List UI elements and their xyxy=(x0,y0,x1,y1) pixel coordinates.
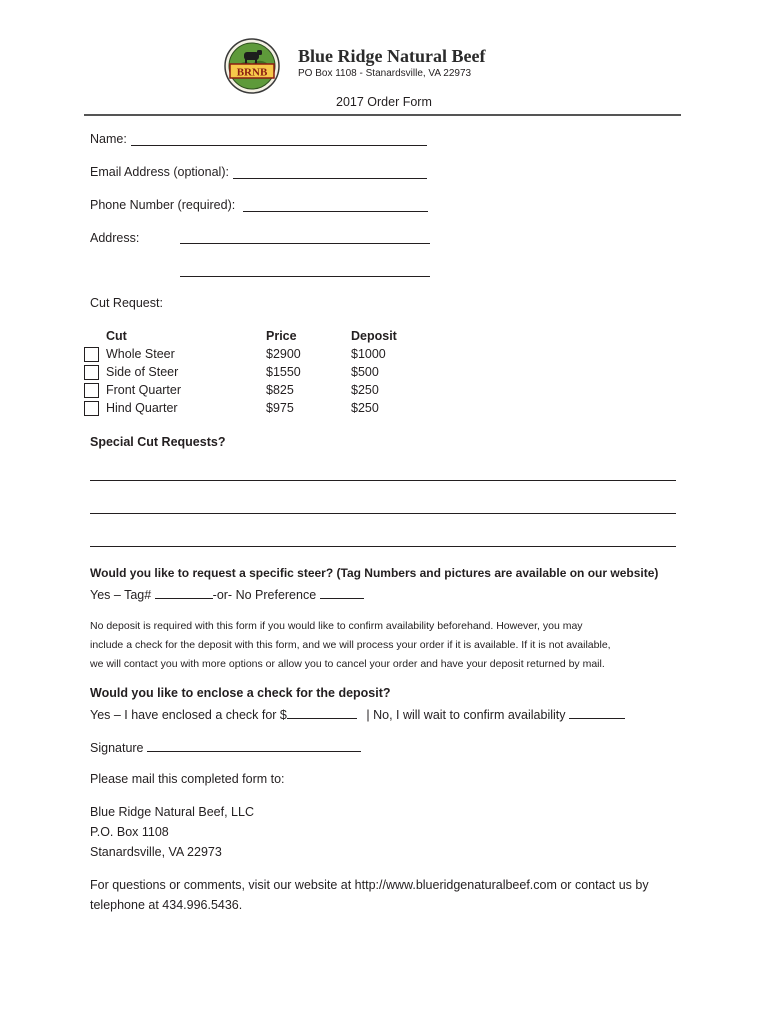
confirm-availability-field[interactable] xyxy=(569,706,625,719)
cut-row-front-quarter xyxy=(84,381,431,399)
special-cut-line-3[interactable] xyxy=(90,546,676,547)
check-amount-field[interactable] xyxy=(287,706,357,719)
contact-line-1: For questions or comments, visit our website at http://www.blueridgenaturalbeef.com or contact us by xyxy=(90,878,649,892)
tag-number-field[interactable] xyxy=(155,586,213,599)
cut-column-header: Cut xyxy=(106,329,127,343)
cut-price: $2900 xyxy=(266,347,301,361)
cut-row-side-of-steer xyxy=(84,363,431,381)
cut-name: Front Quarter xyxy=(106,383,182,397)
steer-yes-text: Yes – Tag# xyxy=(90,588,152,602)
brand-address: PO Box 1108 - Stanardsville, VA 22973 xyxy=(298,68,472,79)
special-cut-label: Special Cut Requests? xyxy=(90,435,226,449)
brnb-logo xyxy=(224,38,280,94)
steer-no-preference-text: -or- No Preference xyxy=(212,588,317,602)
cut-price: $1550 xyxy=(266,365,301,379)
contact-line-2: telephone at 434.996.5436. xyxy=(90,898,243,912)
cut-request-label: Cut Request: xyxy=(90,296,163,310)
signature-field[interactable] xyxy=(147,739,361,752)
address-field-line-1[interactable] xyxy=(180,243,430,244)
whole-steer-checkbox[interactable] xyxy=(84,347,99,362)
phone-label: Phone Number (required): xyxy=(90,198,236,212)
mail-address-line-3: Stanardsville, VA 22973 xyxy=(90,845,222,859)
phone-field[interactable] xyxy=(243,211,428,212)
cut-deposit: $500 xyxy=(351,365,379,379)
email-label: Email Address (optional): xyxy=(90,165,229,179)
hind-quarter-checkbox[interactable] xyxy=(84,401,99,416)
price-column-header: Price xyxy=(266,329,297,343)
deposit-note-line-2: include a check for the deposit with this form, and we will process your order if it is available. If it is not available, xyxy=(90,639,611,651)
logo-text: BRNB xyxy=(236,66,268,79)
signature-row xyxy=(90,739,361,756)
cut-name: Side of Steer xyxy=(106,365,179,379)
cut-name: Whole Steer xyxy=(106,347,175,361)
name-label: Name: xyxy=(90,132,127,146)
cut-name: Hind Quarter xyxy=(106,401,178,415)
name-field[interactable] xyxy=(131,145,427,146)
cut-deposit: $1000 xyxy=(351,347,386,361)
form-title: 2017 Order Form xyxy=(336,95,432,109)
check-answer-row xyxy=(90,706,625,723)
steer-question: Would you like to request a specific steer? (Tag Numbers and pictures are available on our website) xyxy=(90,566,659,580)
deposit-note-line-3: we will contact you with more options or allow you to cancel your order and have your deposit returned by mail. xyxy=(90,658,605,670)
cut-price: $825 xyxy=(266,383,294,397)
front-quarter-checkbox[interactable] xyxy=(84,383,99,398)
no-preference-field[interactable] xyxy=(320,586,364,599)
steer-answer-row xyxy=(90,586,364,603)
cut-price: $975 xyxy=(266,401,294,415)
mail-address-line-1: Blue Ridge Natural Beef, LLC xyxy=(90,805,254,819)
header-divider xyxy=(84,114,681,116)
cut-deposit: $250 xyxy=(351,401,379,415)
cut-request-table xyxy=(84,327,431,417)
brand-name: Blue Ridge Natural Beef xyxy=(298,46,486,66)
cut-row-hind-quarter xyxy=(84,399,431,417)
signature-label: Signature xyxy=(90,741,144,755)
email-field[interactable] xyxy=(233,178,427,179)
special-cut-line-1[interactable] xyxy=(90,480,676,481)
check-no-text: | No, I will wait to confirm availability xyxy=(366,708,566,722)
side-of-steer-checkbox[interactable] xyxy=(84,365,99,380)
address-label: Address: xyxy=(90,231,140,245)
address-field-line-2[interactable] xyxy=(180,276,430,277)
check-yes-text: Yes – I have enclosed a check for $ xyxy=(90,708,287,722)
cut-table-header xyxy=(84,327,431,345)
cut-row-whole-steer xyxy=(84,345,431,363)
cut-deposit: $250 xyxy=(351,383,379,397)
deposit-note-line-1: No deposit is required with this form if you would like to confirm availability beforehand. However, you may xyxy=(90,620,583,632)
mail-label: Please mail this completed form to: xyxy=(90,772,285,786)
mail-address-line-2: P.O. Box 1108 xyxy=(90,825,169,839)
check-question: Would you like to enclose a check for the deposit? xyxy=(90,686,391,700)
deposit-column-header: Deposit xyxy=(351,329,397,343)
special-cut-line-2[interactable] xyxy=(90,513,676,514)
